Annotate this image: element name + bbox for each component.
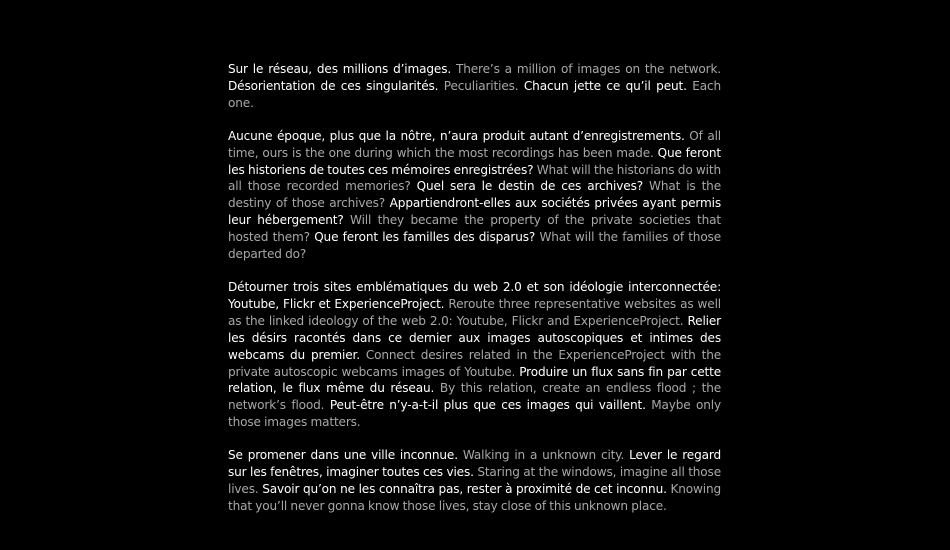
french-text: Que feront les historiens de toutes ces mémoires enregistrées? [228, 145, 721, 177]
paragraph-1 [228, 61, 721, 112]
paragraph-4 [228, 447, 721, 515]
french-text: Savoir qu’on ne les connaîtra pas, rester à proximité de cet inconnu. [262, 481, 671, 496]
paragraph-3 [228, 279, 721, 431]
english-text: Each one. [228, 78, 721, 110]
text-column [228, 61, 721, 531]
french-text: Lever le regard sur les fenêtres, imaginer toutes ces vies. [228, 448, 721, 480]
english-text: Maybe only those images matters. [228, 398, 721, 430]
french-text: Désorientation de ces singularités. [228, 78, 444, 93]
paragraph-2 [228, 128, 721, 263]
english-text: Staring at the windows, imagine all those lives. [228, 465, 721, 496]
english-text: Knowing that you’ll never gonna know those lives, stay close of this unknown place. [228, 481, 721, 513]
french-text: Chacun jette ce qu’il peut. [523, 78, 693, 93]
english-text: What is the destiny of those archives? [228, 179, 721, 211]
english-text: By this relation, create an endless flood ; the network’s flood. [228, 381, 721, 413]
english-text: Connect desires related in the ExperienceProject with the private autoscopic webcams images of Youtube. [228, 347, 722, 379]
english-text: There’s a million of images on the network. [455, 62, 721, 76]
french-text: Détourner trois sites emblématiques du web 2.0 et son idéologie interconnectée: Youtube, Flickr et ExperienceProject. [228, 279, 721, 311]
french-text: Appartiendront-elles aux sociétés privées ayant permis leur hébergement? [228, 196, 721, 228]
english-text: Reroute three representative websites as well as the linked ideology of the web 2.0: Youtube, Flickr and ExperienceProject. [228, 296, 721, 328]
french-text: Aucune époque, plus que la nôtre, n’aura produit autant d’enregistrements. [228, 128, 690, 143]
french-text: Relier les désirs racontés dans ce dernier aux images autoscopiques et intimes des webcams du premier. [228, 313, 721, 362]
english-text: What will the historians do with all those recorded memories? [228, 162, 721, 194]
french-text: Peut-être n’y-a-t-il plus que ces images qui vaillent. [329, 398, 652, 413]
english-text: What will the families of those departed do? [228, 230, 722, 262]
english-text: Will they became the property of the private societies that hosted them? [228, 213, 721, 245]
french-text: Sur le réseau, des millions d’images. [228, 62, 456, 76]
english-text: Peculiarities. [443, 78, 524, 93]
english-text: Walking in a unknown city. [462, 448, 630, 463]
english-text: Of all time, ours is the one during which the most recordings has been made. [228, 128, 721, 160]
french-text: Produire un flux sans fin par cette relation, le flux même du réseau. [228, 364, 721, 396]
french-text: Que feront les familles des disparus? [314, 230, 540, 245]
french-text: Se promener dans une ville inconnue. [228, 448, 463, 463]
french-text: Quel sera le destin de ces archives? [416, 179, 650, 194]
